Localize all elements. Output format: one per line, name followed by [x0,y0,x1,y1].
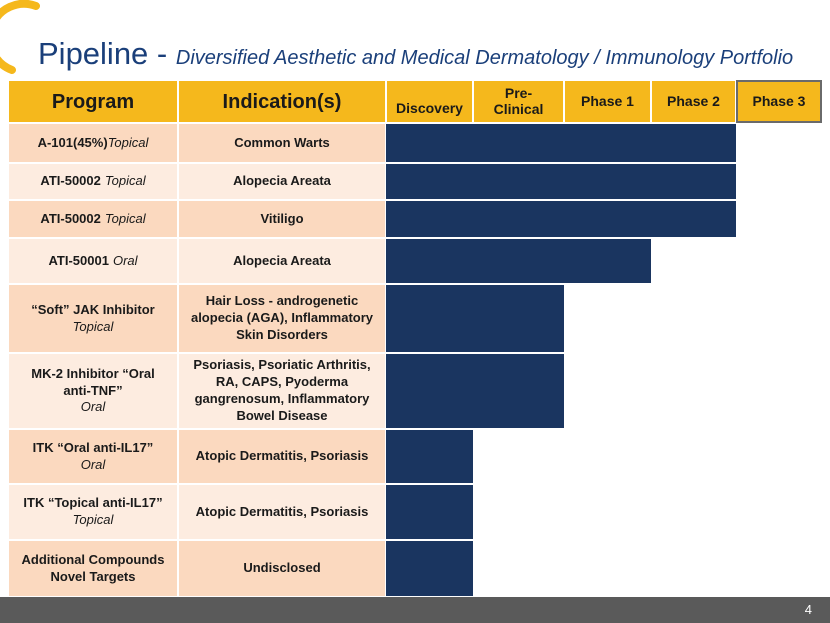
program-name: MK-2 Inhibitor “Oral anti-TNF” [31,365,155,398]
program-name: ATI-50001 [48,252,109,268]
indication-cell: Psoriasis, Psoriatic Arthritis, RA, CAPS, Pyoderma gangrenosum, Inflammatory Bowel Disease [178,353,386,429]
indication-cell: Vitiligo [178,200,386,238]
program-route: Topical [72,512,114,527]
indication-cell: Common Warts [178,123,386,163]
program-cell [8,353,178,429]
indication-cell: Undisclosed [178,540,386,597]
header-indication: Indication(s) [178,80,386,123]
page-number: 4 [804,602,812,617]
indication-cell: Hair Loss - androgenetic alopecia (AGA), Inflammatory Skin Disorders [178,284,386,353]
program-route: Topical [104,173,146,189]
indication-cell: Atopic Dermatitis, Psoriasis [178,484,386,540]
stage-bar [386,429,473,484]
program-name: ATI-50002 [40,173,101,189]
stage-bar [386,200,736,238]
program-cell [8,429,178,484]
indication-cell: Alopecia Areata [178,238,386,284]
program-route: Oral [80,399,106,415]
header-phase3: Phase 3 [736,80,822,123]
indication-cell: Atopic Dermatitis, Psoriasis [178,429,386,484]
program-cell [8,540,178,597]
footer-bar [0,597,830,623]
program-name: ATI-50002 [40,210,101,226]
program-route: Topical [104,210,146,226]
logo-arc-icon [0,0,40,80]
program-cell [8,163,178,200]
stage-bar [386,353,564,429]
program-name: ITK “Oral anti-IL17” [32,439,154,455]
program-route: Oral [112,252,138,268]
program-name: Additional Compounds Novel Targets [21,551,165,584]
program-cell [8,484,178,540]
stage-bar [386,540,473,597]
program-cell [8,284,178,353]
page-title [38,36,793,72]
stage-bar [386,284,564,353]
program-cell [8,238,178,284]
header-phase1: Phase 1 [564,80,651,123]
title-main: Pipeline [38,36,149,71]
stage-bar [386,123,736,163]
header-program: Program [8,80,178,123]
title-subtitle: Diversified Aesthetic and Medical Dermatology / Immunology Portfolio [175,47,794,69]
program-name: “Soft” JAK Inhibitor [31,301,155,317]
program-name: ITK “Topical anti-IL17” [23,495,163,511]
program-route: Oral [80,456,106,472]
stage-bar [386,484,473,540]
program-cell [8,123,178,163]
stage-bar [386,238,651,284]
header-phase2: Phase 2 [651,80,736,123]
program-route: Topical [72,318,114,334]
indication-cell: Alopecia Areata [178,163,386,200]
title-separator: - [148,36,176,71]
program-route: Topical [107,134,149,150]
program-cell [8,200,178,238]
header-preclinical: Pre- Clinical [473,80,564,123]
header-discovery: Discovery [386,80,473,123]
stage-bar [386,163,736,200]
program-name: A-101(45%) [37,134,108,150]
